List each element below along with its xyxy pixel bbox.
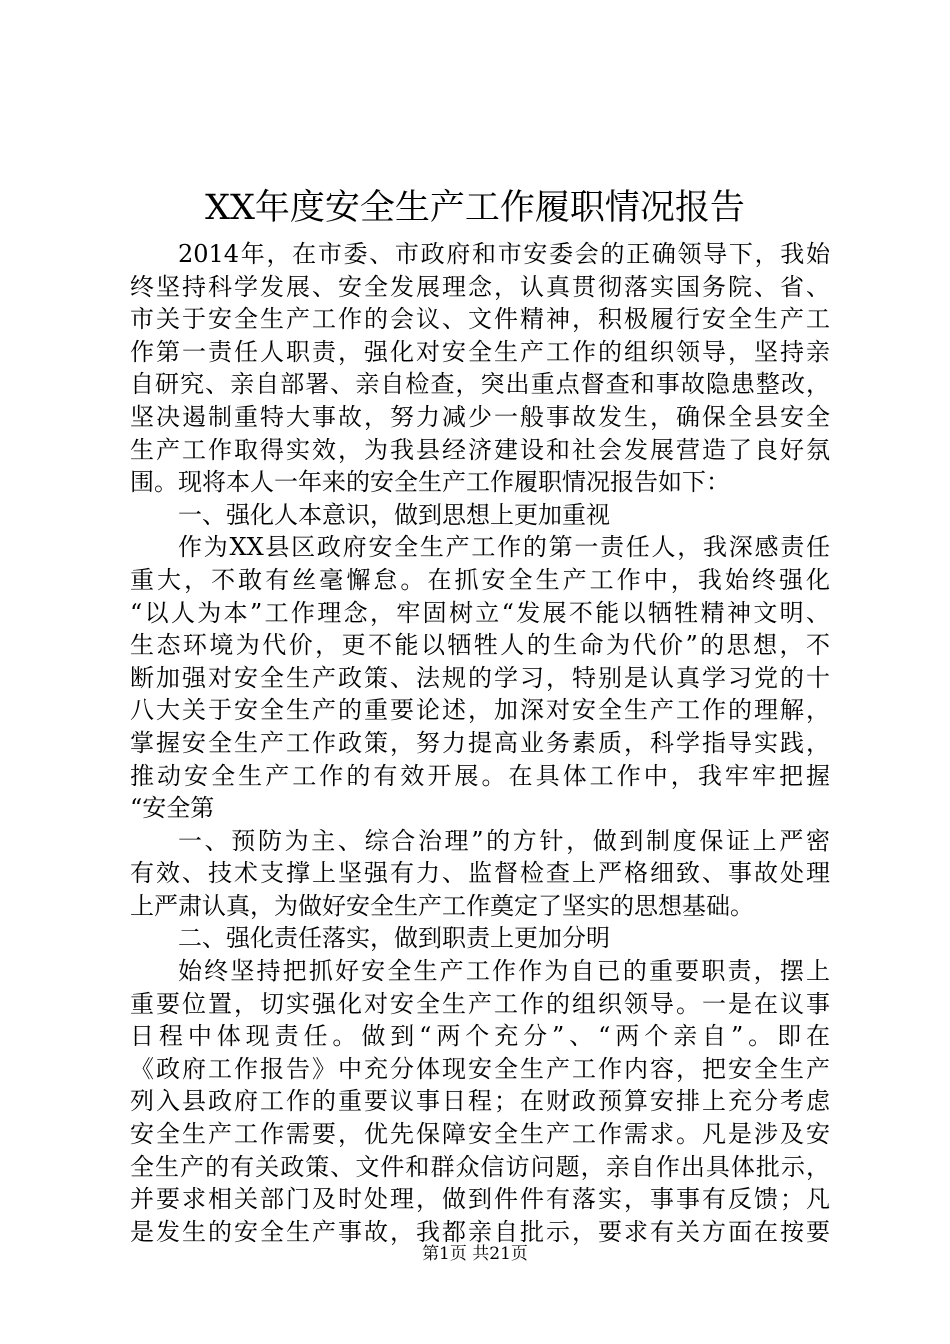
text-line: 一、强化人本意识，做到思想上更加重视 bbox=[178, 500, 610, 529]
text-line: 终坚持科学发展、安全发展理念，认真贯彻落实国务院、省、 bbox=[130, 272, 830, 301]
text-line: 2014年，在市委、市政府和市安委会的正确领导下，我始 bbox=[178, 240, 830, 268]
text-line: 《政府工作报告》中充分体现安全生产工作内容，把安全生产 bbox=[130, 1054, 830, 1083]
text-line: 并要求相关部门及时处理，做到件件有落实，事事有反馈；凡 bbox=[130, 1185, 830, 1214]
text-line: 列入县政府工作的重要议事日程；在财政预算安排上充分考虑 bbox=[130, 1087, 830, 1116]
text-line: 自研究、亲自部署、亲自检查，突出重点督查和事故隐患整改， bbox=[130, 370, 830, 399]
text-line: 推动安全生产工作的有效开展。在具体工作中，我牢牢把握 bbox=[130, 761, 830, 790]
text-line: 重要位置，切实强化对安全生产工作的组织领导。一是在议事 bbox=[130, 989, 830, 1018]
document-body bbox=[130, 238, 830, 1248]
text-line: 掌握安全生产工作政策，努力提高业务素质，科学指导实践， bbox=[130, 728, 830, 757]
text-line: 围。现将本人一年来的安全生产工作履职情况报告如下： bbox=[130, 468, 730, 497]
text-line: 始终坚持把抓好安全生产工作作为自已的重要职责，摆上 bbox=[178, 957, 830, 986]
text-line: 重大，不敢有丝毫懈怠。在抓安全生产工作中，我始终强化 bbox=[130, 565, 830, 594]
text-line: 八大关于安全生产的重要论述，加深对安全生产工作的理解， bbox=[130, 696, 830, 725]
text-line: 日程中体现责任。做到“两个充分”、“两个亲自”。即在 bbox=[130, 1022, 830, 1051]
text-line: 上严肃认真，为做好安全生产工作奠定了坚实的思想基础。 bbox=[130, 891, 754, 920]
text-line: 作为XX县区政府安全生产工作的第一责任人，我深感责任 bbox=[178, 533, 830, 562]
text-line: 二、强化责任落实，做到职责上更加分明 bbox=[178, 924, 610, 953]
document-title: XX年度安全生产工作履职情况报告 bbox=[205, 188, 745, 228]
text-line: “安全第 bbox=[130, 794, 215, 823]
text-line: 安全生产工作需要，优先保障安全生产工作需求。凡是涉及安 bbox=[130, 1120, 830, 1149]
text-line: 有效、技术支撑上坚强有力、监督检查上严格细致、事故处理 bbox=[130, 859, 830, 888]
page-footer: 第1页 共21页 bbox=[422, 1244, 528, 1264]
text-line: 一、预防为主、综合治理”的方针，做到制度保证上严密 bbox=[178, 826, 830, 855]
text-line: 全生产的有关政策、文件和群众信访问题，亲自作出具体批示， bbox=[130, 1152, 830, 1181]
text-line: 生产工作取得实效，为我县经济建设和社会发展营造了良好氛 bbox=[130, 435, 830, 464]
text-line: 断加强对安全生产政策、法规的学习，特别是认真学习党的十 bbox=[130, 663, 830, 692]
text-line: 市关于安全生产工作的会议、文件精神，积极履行安全生产工 bbox=[130, 305, 830, 334]
text-line: 是发生的安全生产事故，我都亲自批示，要求有关方面在按要 bbox=[130, 1217, 830, 1246]
text-line: 坚决遏制重特大事故，努力减少一般事故发生，确保全县安全 bbox=[130, 402, 830, 431]
text-line: 生态环境为代价，更不能以牺牲人的生命为代价”的思想，不 bbox=[130, 631, 830, 660]
text-line: “以人为本”工作理念，牢固树立“发展不能以牺牲精神文明、 bbox=[130, 598, 830, 627]
text-line: 作第一责任人职责，强化对安全生产工作的组织领导，坚持亲 bbox=[130, 337, 830, 366]
